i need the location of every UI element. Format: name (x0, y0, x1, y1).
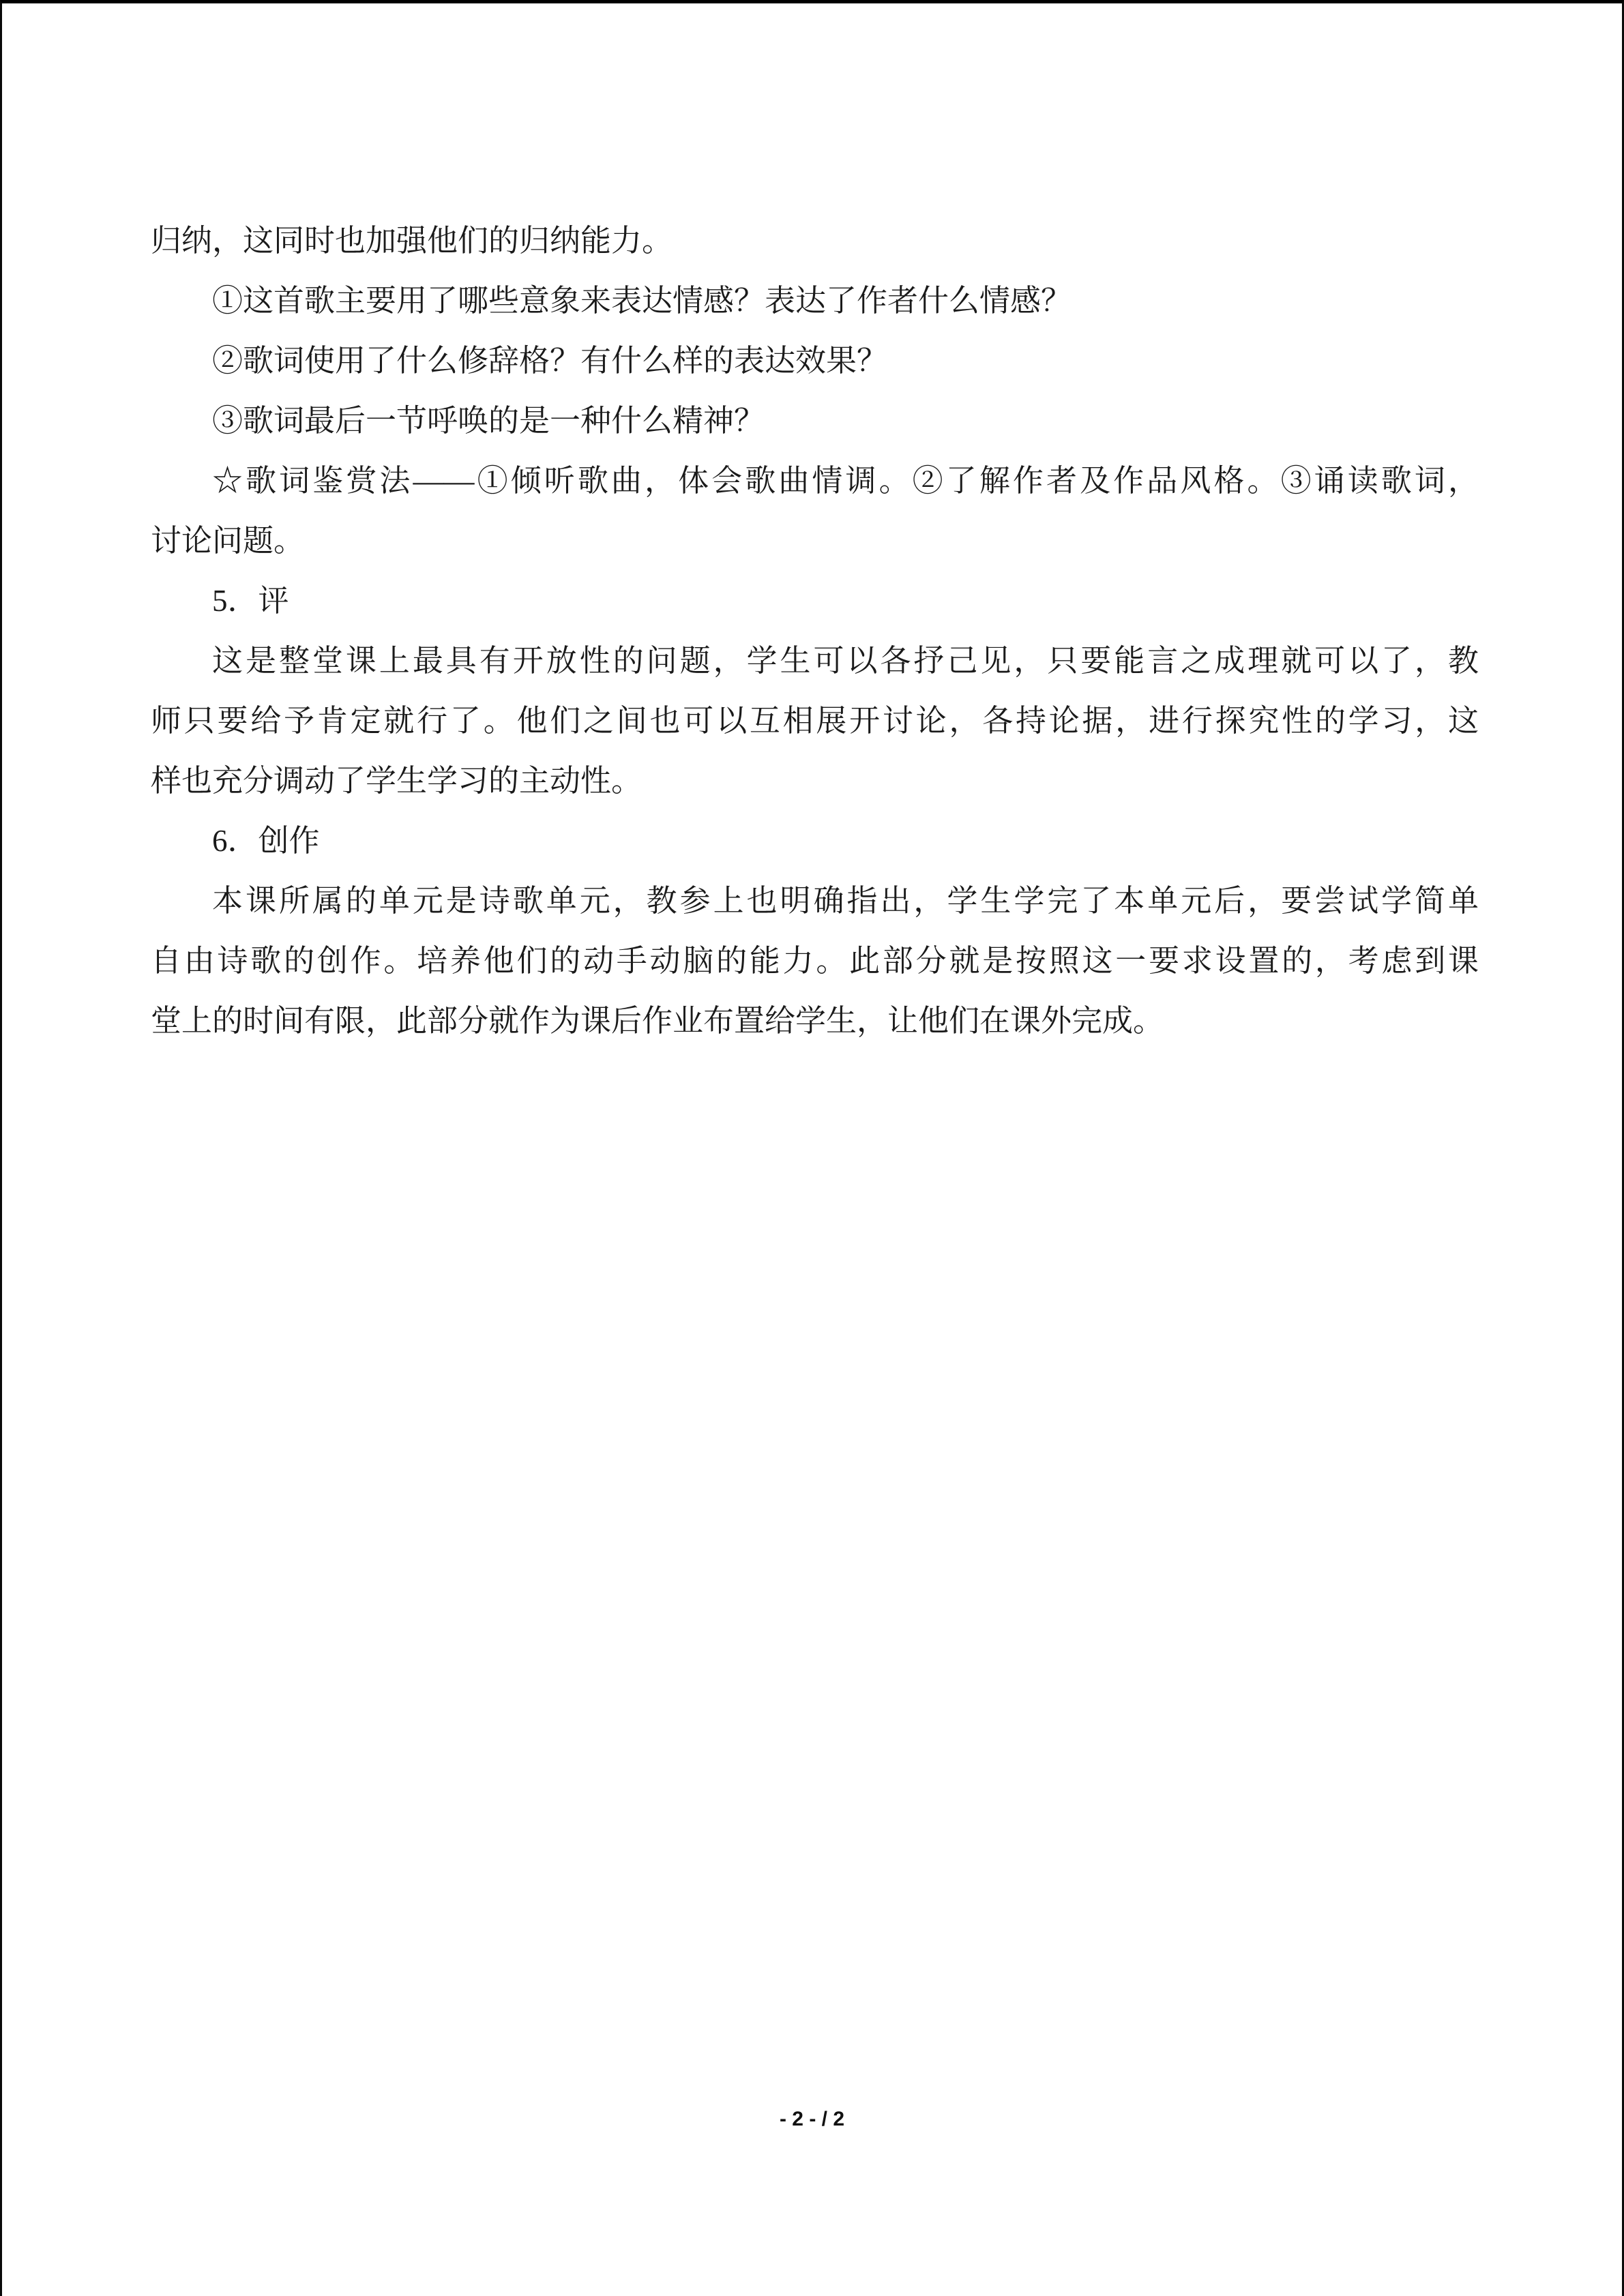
section-heading: 5．评 (212, 584, 289, 618)
text-line: ①这首歌主要用了哪些意象来表达情感？表达了作者什么情感？ (212, 284, 1072, 318)
text-line: 样也充分调动了学生学习的主动性。 (151, 764, 643, 798)
text-line: 这是整堂课上最具有开放性的问题，学生可以各抒己见，只要能言之成理就可以了，教 (212, 644, 1479, 678)
text-line: ☆歌词鉴赏法——①倾听歌曲，体会歌曲情调。②了解作者及作品风格。③诵读歌词， (212, 464, 1479, 498)
page-number-footer: - 2 - / 2 (779, 2108, 845, 2130)
text-line: 本课所属的单元是诗歌单元，教参上也明确指出，学生学完了本单元后，要尝试学简单 (212, 884, 1479, 918)
text-line: ②歌词使用了什么修辞格？有什么样的表达效果？ (212, 344, 888, 378)
text-line: 归纳，这同时也加强他们的归纳能力。 (151, 224, 673, 258)
text-line: 讨论问题。 (151, 524, 305, 558)
text-line: 师只要给予肯定就行了。他们之间也可以互相展开讨论，各持论据，进行探究性的学习，这 (151, 704, 1479, 738)
text-block (151, 211, 1479, 1051)
section-heading: 6．创作 (212, 824, 320, 858)
text-line: ③歌词最后一节呼唤的是一种什么精神？ (212, 404, 765, 438)
text-line: 堂上的时间有限，此部分就作为课后作业布置给学生，让他们在课外完成。 (151, 1004, 1164, 1038)
text-line: 自由诗歌的创作。培养他们的动手动脑的能力。此部分就是按照这一要求设置的，考虑到课 (151, 944, 1479, 978)
